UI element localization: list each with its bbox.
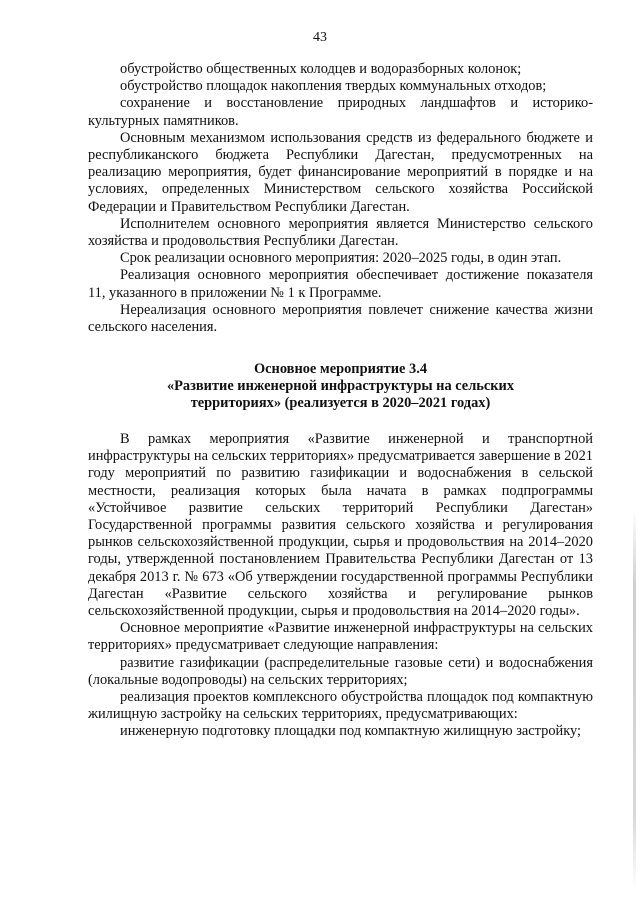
paragraph-gasification: развитие газификации (распределительные газовые сети) и водоснабжения (локальные водопроводы) на сельских территориях; — [88, 654, 593, 688]
top-text-block — [88, 61, 593, 336]
heading-line-1: Основное мероприятие 3.4 — [253, 361, 428, 377]
paragraph-term: Срок реализации основного мероприятия: 2020–2025 годы, в один этап. — [120, 250, 562, 267]
paragraph-non-implementation: Нереализация основного мероприятия повлечет снижение качества жизни сельского населения. — [88, 301, 593, 336]
paragraph-projects: реализация проектов комплексного обустройства площадок под компактную жилищную застройку на сельских территориях, предусматривающих: — [88, 689, 593, 723]
section-heading — [88, 361, 593, 413]
paragraph-funding-mechanism: Основным механизмом использования средств из федерального бюджете и республиканского бюджета Республики Дагестан, предусмотренных на реализацию мероприятия, будет финансирование мероприятий в порядке и на условиях, определенных Министерством сельского хозяйства Российской Федерации и Правительством Республики Дагестан. — [88, 129, 593, 215]
heading-line-3: территориях» (реализуется в 2020–2021 годах) — [190, 395, 491, 412]
paragraph-wells: обустройство общественных колодцев и водоразборных колонок; — [120, 61, 522, 77]
bottom-text-block — [88, 431, 593, 741]
paragraph-directions: Основное мероприятие «Развитие инженерной инфраструктуры на сельских территориях» предусматривает следующие направления: — [88, 620, 593, 654]
paragraph-site-preparation: инженерную подготовку площадки под компактную жилищную застройку; — [120, 723, 582, 740]
paragraph-waste-sites: обустройство площадок накопления твердых коммунальных отходов; — [120, 78, 547, 95]
paragraph-framework: В рамках мероприятия «Развитие инженерной и транспортной инфраструктуры на сельских территориях» предусматривается завершение в 2021 году мероприятий по развитию газификации и водоснабжения в сельской местности, реализация которых была начата в рамках подпрограммы «Устойчивое развитие сельских территорий Республики Дагестан» Государственной программы развития сельского хозяйства и регулирования рынков сельскохозяйственной продукции, сырья и продовольствия на 2014–2020 годы, утвержденной постановлением Правительства Республики Дагестан от 13 декабря 2013 г. № 673 «Об утверждении государственной программы Республики Дагестан «Развитие сельского хозяйства и регулирование рынков сельскохозяйственной продукции, сырья и продовольствия на 2014–2020 годы». — [88, 431, 593, 620]
heading-line-2: «Развитие инженерной инфраструктуры на сельских — [166, 378, 515, 395]
paragraph-landscapes: сохранение и восстановление природных ландшафтов и историко-культурных памятников. — [88, 95, 593, 129]
paragraph-indicator: Реализация основного мероприятия обеспечивает достижение показателя 11, указанного в приложении № 1 к Программе. — [88, 267, 593, 301]
page-number: 43 — [313, 30, 327, 45]
paragraph-executor: Исполнителем основного мероприятия является Министерство сельского хозяйства и продовольствия Республики Дагестан. — [88, 215, 593, 250]
scan-edge-shadow — [633, 510, 636, 890]
